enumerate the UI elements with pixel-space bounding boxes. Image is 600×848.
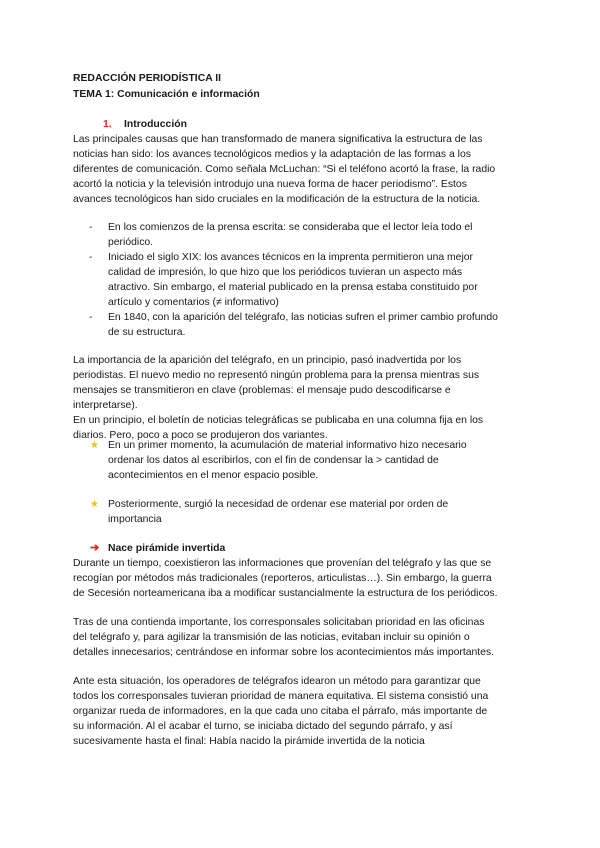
pyramid-para3-line: todos los corresponsales tuvieran prioridad de manera equitativa. El sistema consistió una [73,691,489,702]
star-icon: ★ [90,440,99,451]
intro-line: avances tecnológicos han sido cruciales en la modificación de la estructura de la noticia. [73,194,481,205]
pyramid-para3-line: su información. Al el acabar el turno, se iniciaba dictado del segundo párrafo, y así [73,721,453,732]
intro-line: acortó la noticia y la televisión introdujo una nueva forma de hacer periodismo”. Estos [73,179,467,190]
section-number: 1. [103,119,112,130]
star-item-line: En un primer momento, la acumulación de material informativo hizo necesario [108,440,467,451]
pyramid-para3-line: sucesivamente hasta el final: Había nacido la pirámide invertida de la noticia [73,736,425,747]
star-item-line: Posteriormente, surgió la necesidad de ordenar ese material por orden de [108,499,449,510]
telegraph-line: La importancia de la aparición del telégrafo, en un principio, pasó inadvertida por los [73,355,462,366]
pyramid-para1-line: de Secesión norteamericana iba a modificar sustancialmente la estructura de los periódicos. [73,588,498,599]
bullet-line: de su estructura. [108,327,186,338]
pyramid-para3-line: organizar rueda de informadores, en la que cada uno citaba el párrafo, más importante de [73,706,488,717]
bullet-marker: - [89,222,93,233]
pyramid-para1-line: Durante un tiempo, coexistieron las informaciones que provenían del telégrafo y las que se [73,558,492,569]
star-item-line: importancia [108,514,162,525]
pyramid-para1-line: recogían por métodos más tradicionales (reporteros, articulistas…). Sin embargo, la guerra [73,573,492,584]
intro-line: diferentes de comunicación. Como señala McLuchan: “Si el teléfono acortó la frase, la radio [73,164,496,175]
bullet-marker: - [89,312,93,323]
pyramid-para2-line: del telégrafo y, para agilizar la transmisión de las noticias, evitaban incluir su opinión o [73,632,470,643]
bullet-line: periódico. [108,237,154,248]
pyramid-heading: Nace pirámide invertida [108,543,226,554]
bullet-line: En 1840, con la aparición del telégrafo, las noticias sufren el primer cambio profundo [108,312,498,323]
section-heading: Introducción [124,119,187,130]
bullet-line: Iniciado el siglo XIX: los avances técnicos en la imprenta permitieron una mejor [108,252,474,263]
bullet-line: artículo y comentarios (≠ informativo) [108,297,279,308]
pyramid-para2-line: Tras de una contienda importante, los corresponsales solicitaban prioridad en las oficinas [73,617,485,628]
bullet-line: En los comienzos de la prensa escrita: se consideraba que el lector leía todo el [108,222,473,233]
telegraph-line: diarios. Pero, poco a poco se produjeron dos variantes. [73,430,328,441]
course-title: REDACCIÓN PERIODÍSTICA II [73,73,221,84]
star-item-line: ordenar los datos al escribirlos, con el fin de condensar la > cantidad de [108,455,439,466]
telegraph-line: periodistas. El nuevo medio no representó ningún problema para la prensa mientras sus [73,370,480,381]
arrow-right-icon: ➔ [90,542,100,554]
bullet-marker: - [89,252,93,263]
bullet-line: calidad de impresión, lo que hizo que los periódicos tuvieran un aspecto más [108,267,463,278]
bullet-line: atractivo. Sin embargo, el material publicado en la prensa estaba constituido por [108,282,478,293]
intro-line: noticias han sido: los avances tecnológicos medios y la adaptación de las formas a los [73,149,471,160]
topic-title: TEMA 1: Comunicación e información [73,89,260,100]
pyramid-para2-line: detalles innecesarios; centrándose en informar sobre los acontecimientos más importantes. [73,647,495,658]
intro-line: Las principales causas que han transformado de manera significativa la estructura de las [73,134,483,145]
telegraph-line: En un principio, el boletín de noticias telegráficas se publicaba en una columna fija en los [73,415,484,426]
telegraph-line: interpretarse). [73,400,138,411]
pyramid-para3-line: Ante esta situación, los operadores de telégrafos idearon un método para garantizar que [73,676,481,687]
telegraph-line: mensajes se transmitieron en clave (problemas: el mensaje pudo descodificarse e [73,385,451,396]
star-item-line: acontecimientos en el menor espacio posible. [108,470,319,481]
star-icon: ★ [90,499,99,510]
